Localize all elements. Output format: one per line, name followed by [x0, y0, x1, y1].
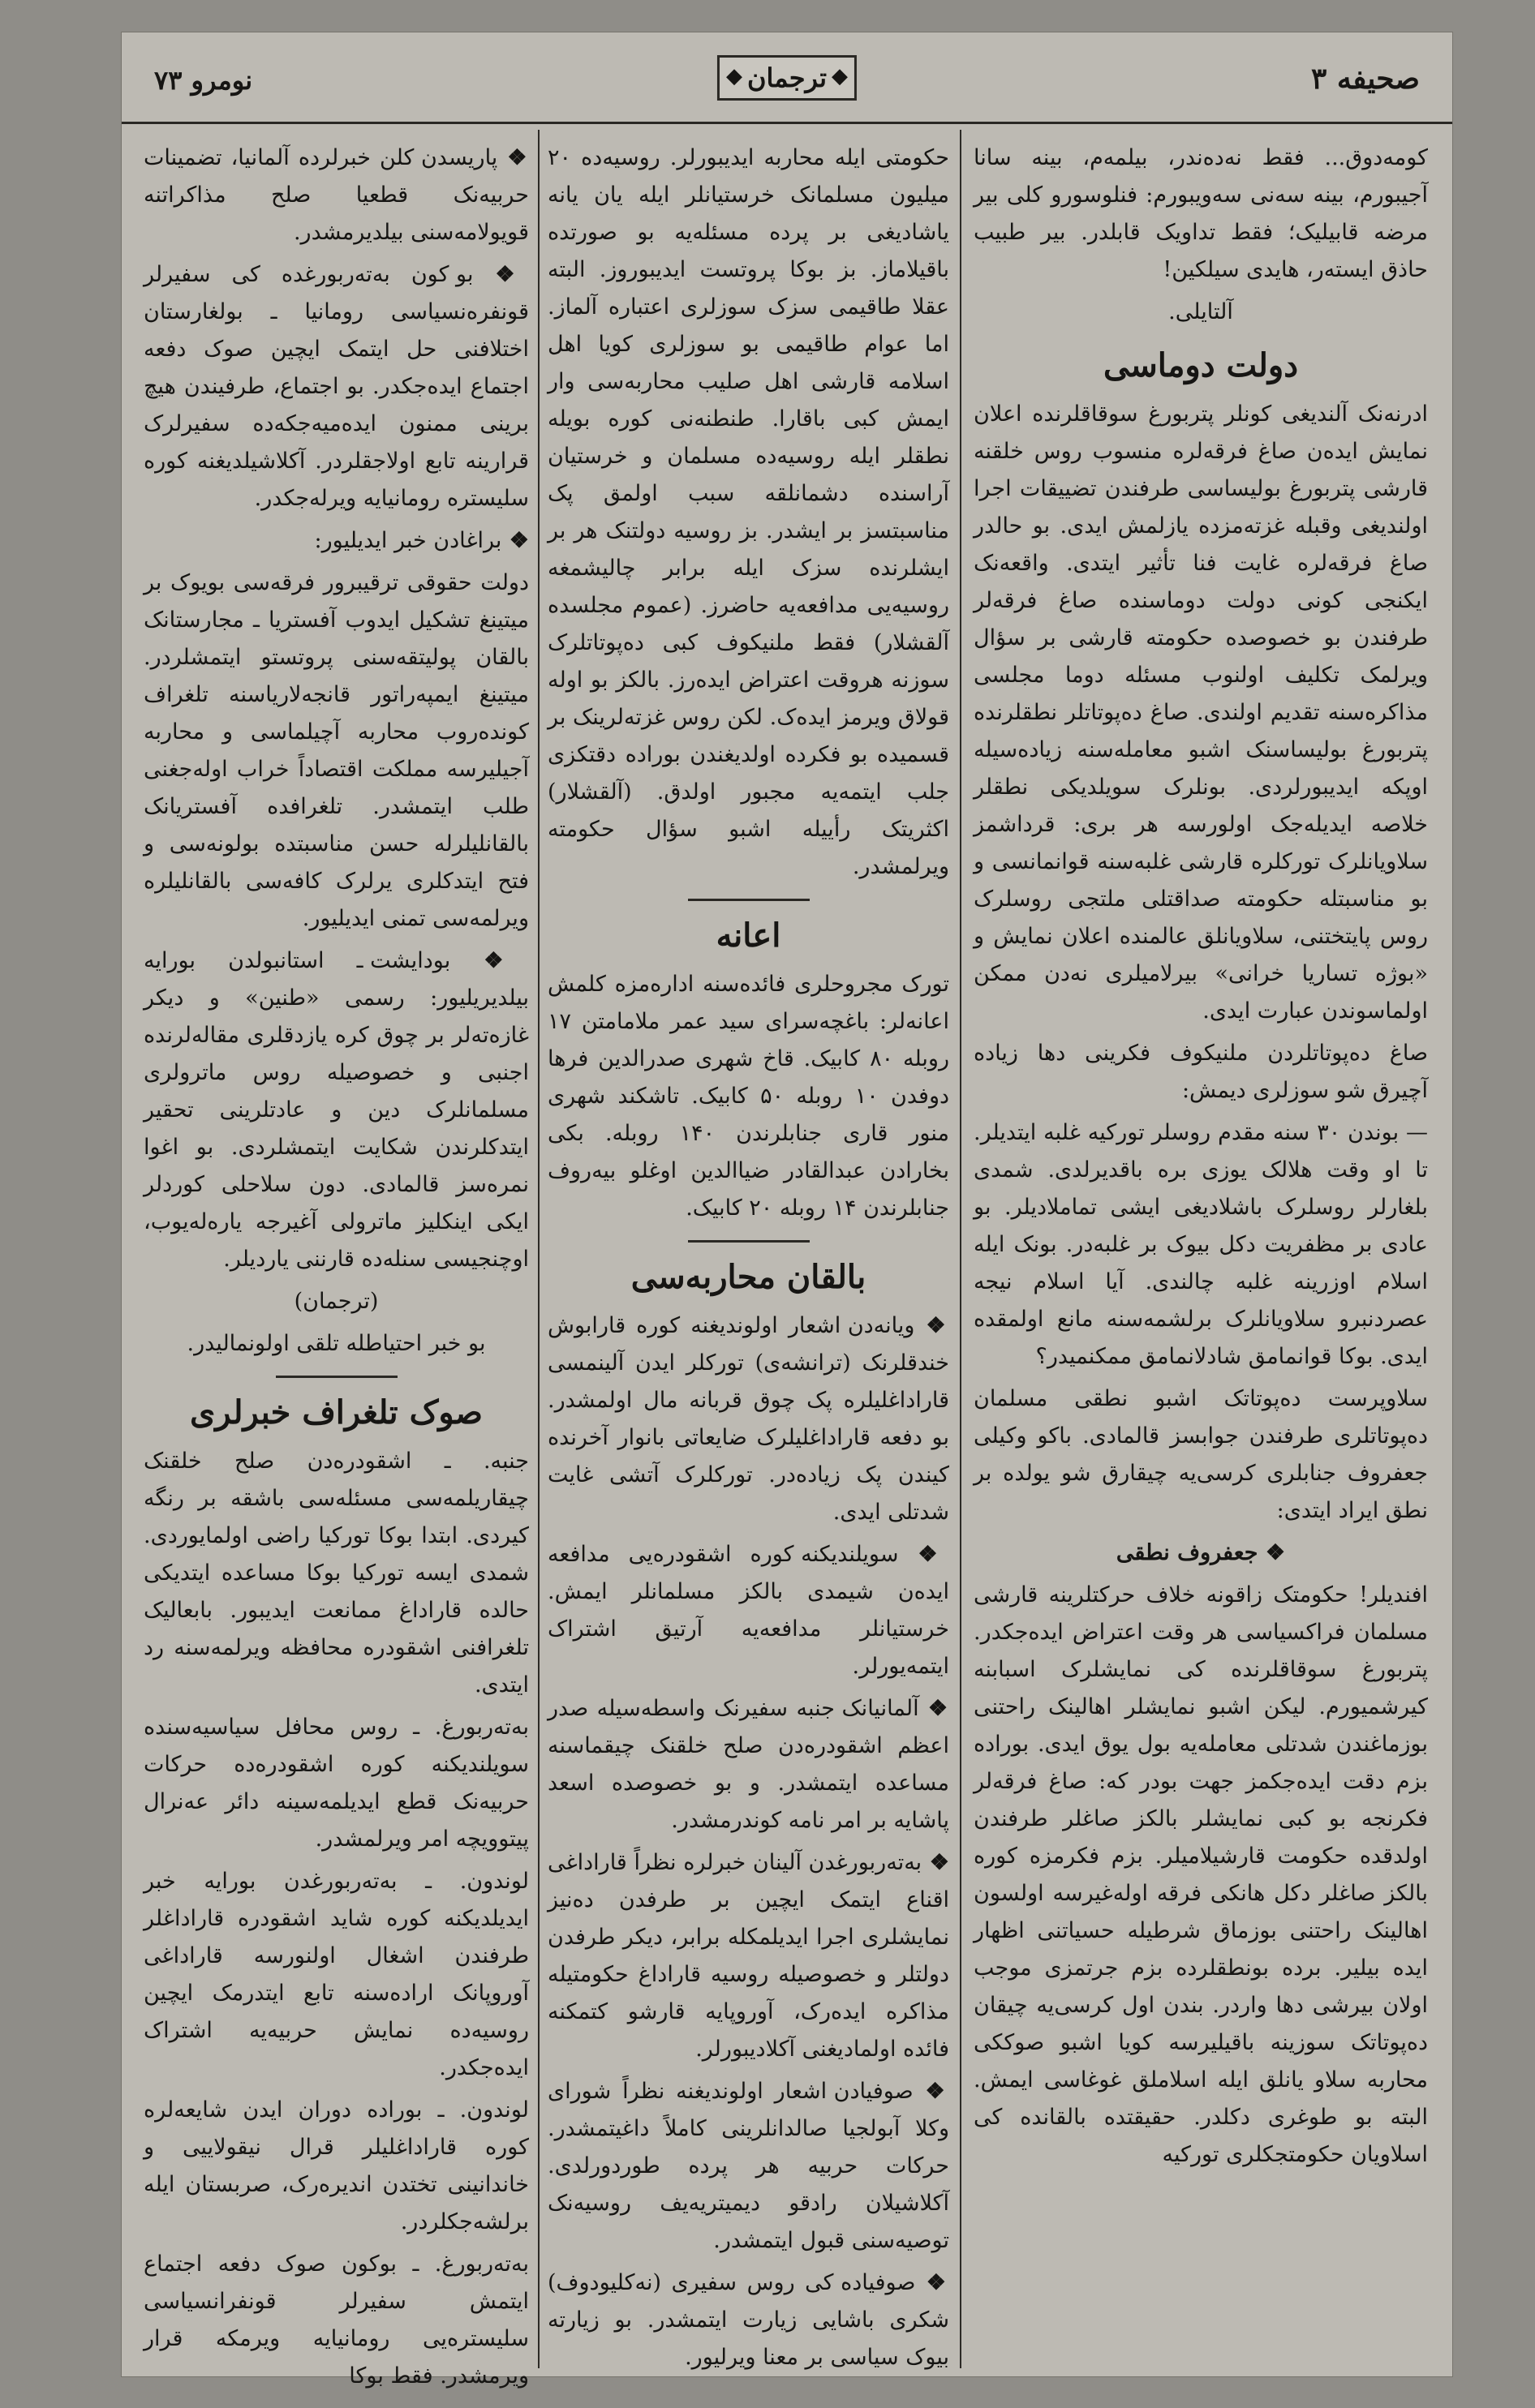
article-paragraph: صاغ دەپوتاتلردن ملنیکوف فکرینی دها زیادە آچیرق شو سوزلری دیمش: [974, 1041, 1428, 1103]
telegraph-item: جنبە. ـ اشقودرەدن صلح خلقنک چیقاریلمەسی مسئلەسی باشقە بر رنگە کیردی. ابتدا بوکا تورکیا راضی اولمایوردی. شمدی ایسە تورکیا بوکا مساعدە ایتدیکی حالدە قاراداغ ممانعت ایدیبور. بابعالیک تلغرافنی اشقودرە محافظە ویرلمەسنە رد ایتدی. [144, 1449, 529, 1698]
news-item [548, 1536, 949, 1685]
news-item [548, 2073, 949, 2260]
news-item [144, 942, 529, 1278]
column-divider [538, 130, 540, 2368]
column-divider [960, 130, 961, 2368]
section-title-balkan-war: بالقان محاربەسی [630, 1258, 866, 1296]
article-paragraph: افندیلر! حکومتک زاقونە خلاف حرکتلرینە قارشی مسلمان فراکسیاسی هر وقت اعتراض ایدەجکدر. پتربورغ سوقاقلرندە کی نمایشلرک اسبابنە کیرشمیورم. لیکن اشبو نمایشلر اهالینک راحتنی بوزماغندن شدتلی معاملەیە بول یوق ایدی. بوراده بزم دقت ایدەجکمز جهت بودر که: صاغ فرقەلر فکرنجە بو کبی نمایشلر بالکز صاغلر طرفندن اولدقدە حکومت قارشیلامیلر. بزم فکرمزە کورە بالکز صاغلر دکل هانکی فرقە اولەغیرسە اولسون اهالینک راحتنی بوزماق شرطیلە حسیاتنی اظهار ایدە بیلیر. بردە بونطقلردە بزم جرتمزی موجب اولان بیرشی دها واردر. بندن اول کرسی‌یە چیقان دەپوتاتک سوزینە باقیلیرسە کویا اشبو صوککی محاربە سلاو یانلق ایلە اسلاملق غوغاسی ایمش. البتە بو طوغری دکلدر. حقیقتدە بالقاندە کی اسلاویان حکومتجکلری تورکیە [974, 1582, 1428, 2167]
news-text: بەتەربورغدن آلینان خبرلرە نظراً قاراداغی اقناع ایتمک ایچین بر طرفدن دەنیز نمایشلری اجرا ایدیلمکلە برابر، دیکر طرفدن دولتلر و خصوصیلە روسیە قاراداغ حکومتیلە مذاکرە ایدەرک، آوروپایە قارشو کتمکنە فائدە اولمادیغنی آکلادیبورلر. [548, 1850, 949, 2062]
page-header [122, 32, 1452, 124]
news-item [548, 1844, 949, 2068]
article-paragraph: — بوندن ۳۰ سنە مقدم روسلر تورکیە غلبە ایتدیلر. تا او وقت هلالک یوزی برە باقدیرلدی. شمدی بلغارلر روسلرک باشلادیغی ایشی تماملادیلر. بو عادی بر مظفریت دکل بیوک بر غلبەدر. بونک ایلە اسلام اوزرینە غلبە چالندی. آیا اسلام نیجە عصردنبرو سلاویانلرک برلشمەسنە مانع اولمقدە ایدی. بوکا قوانمامق شادلانمامق ممکنمیدر؟ [974, 1120, 1428, 1369]
column-middle [548, 140, 950, 2370]
news-text: صوفیادن اشعار اولوندیغنە نظراً شورای وکلا آبولجیا صالدانلرینی کاملاً داغیتمشدر. حرکات حربیە هر پردە طوردورلدی. آکلاشیلان رادقو دیمیتریەیف روسیەنک توصیەسنی قبول ایتمشدر. [548, 2079, 949, 2253]
ornament-icon: ❖ [1258, 1540, 1286, 1565]
separator [688, 899, 810, 901]
news-text: صوفیادە کی روس سفیری (نەکلیودوف) شکری باشایی زیارت ایتمشدر. بو زیارتە بیوک سیاسی بر معنا ویرلیور. [548, 2270, 949, 2370]
section-title-duma: دولت دوماسی [1103, 346, 1299, 384]
bullet-icon: ❖ [918, 1696, 949, 1721]
caution-note: بو خبر احتیاطلە تلقی اولونمالیدر. [187, 1331, 486, 1356]
speech-title [974, 1535, 1428, 1572]
telegraph-item: لوندون. ـ بورادە دوران ایدن شایعەلرە کورە قاراداغلیلر قرال نیقولاییی و خاندانینی تختدن اندیرەرک، صربستان ایلە برلشەجکلردر. [144, 2097, 529, 2234]
news-item [144, 522, 529, 560]
bullet-icon: ❖ [913, 2079, 949, 2104]
news-item [548, 2264, 949, 2376]
section-title-telegraph: صوک تلغراف خبرلری [189, 1393, 484, 1431]
article-paragraph: دولت حقوقی ترقیبرور فرقەسی بویوک بر میتینغ تشکیل ایدوب آفستریا ـ مجارستانک بالقان پولیتقەسنی پروتستو ایتمشلردر. میتینغ ایمپەراتور قانجەلاریاسنە تلغراف کوندەروب محاربە آچیلماسی و محاربە آجیلیرسە مملکت اقتصاداً خراب اولەجغنی طلب ایتمشدر. تلغرافدە آفستریانک بالقانلیلرلە حسن مناسبتدە بولونەسی و فتح ایتدکلری یرلرک کافەسی بالقانلیلرە ویرلمەسی تمنی ایدیلیور. [144, 570, 529, 931]
news-item [548, 1690, 949, 1839]
article-paragraph: ادرنەنک آلندیغی کونلر پتربورغ سوقاقلرندە اعلان نمایش ایدەن صاغ فرقەلرە منسوب روس خلقنە قارشی پتربورغ بولیساسی طرفندن تضییقات اجرا اولندیغی وقبلە غزتەمزدە یازلمش ایدی. بو حالدر صاغ فرقەلرە غایت فنا تأثیر ایتدی. واقعەنک ایکنجی کونی دولت دوماسندە صاغ فرقەلر طرفندن بو خصوصدە حکومتە قارشی بر سؤال ویرلمک تکلیف اولنوب مسئلە دوما مجلسی مذاکرەسنە تقدیم اولندی. صاغ دەپوتاتلر نطقلرندە پتربورغ بولیساسنک اشبو معاملەسنە زیادەسیلە اوپکە ایدیبورلردی. بونلرک سویلدیکی نطقلر خلاصە ایدیلەجک اولورسە هر بری: قرداشمز سلاویانلرک تورکلرە قارشی غلبەسنە قوانمانسی و بو مناسبتلە حکومتە صداقتلی ملتجی روسلرک روس پایتختنی، سلاویانلق عالمندە اعلان نمایش و «بوژە تساریا خرانی» بیرلامیلری نەدن ممکن اولماسوندن عبارت ایدی. [974, 401, 1428, 1024]
bullet-icon: ❖ [497, 145, 529, 170]
news-item [548, 1307, 949, 1531]
newspaper-page [122, 32, 1452, 2389]
issue-number: نومرو ۷۳ [154, 65, 253, 96]
intro-signature: آلتایلی. [1168, 299, 1233, 324]
article-paragraph: حکومتی ایلە محاربە ایدیبورلر. روسیەدە ۲۰ میلیون مسلمانک خرستیانلر ایلە یان یانە یاشادیغی بر پردە مسئلەیە بو صورتدە باقیلاماز. بز بوکا پروتست ایدیبوروز. البتە عقلا طاقیمی سزک سوزلری اعتبارە آلماز. اما عوام طاقیمی بو سوزلری کویا اهل اسلامە قارشی اهل صلیب محاربەسی وار ایمش کبی باقارا. طنطنەنی کورە بویلە نطقلر ایلە روسیەدە مسلمان و خرستیان آراسندە دشمانلقە سبب اولمق پک مناسبتسز بر ایشدر. بز روسیە دولتنک هر بر ایشلرندە سزک ایلە برابر چالیشمغە روسیەیی مدافعەیە حاضرز. (عموم مجلسدە آلقشلار) فقط ملنیکوف کبی دەپوتاتلرک سوزنە هروقت اعتراض ایدەرز. بالکز بو اولە قولاق ویرمز ایدەک. لکن روس غزتەلرینک بر قسمیدە بو فکردە اولدیغندن بوراده دقتکزی جلب ایتمەیە مجبور اولدق. (آلقشلار) اکثریتک رأییلە اشبو سؤال حکومتە ویرلمشدر. [548, 145, 949, 879]
separator [688, 1240, 810, 1243]
news-text: سویلندیکنە کورە اشقودرەیی مدافعە ایدەن شیمدی بالکز مسلمانلر ایمش. خرستیانلر مدافعەیە آرتیق اشتراک ایتمەیورلر. [548, 1542, 949, 1679]
speech-title-text: جعفروف نطقی [1116, 1540, 1258, 1565]
separator [276, 1376, 398, 1378]
news-text: بودایشت ـ استانبولدن بورایە بیلدیریلیور: رسمی «طنین» و دیکر غازەتەلر بر چوق کرە یازدقلری مقالەلرندە اجنبی و خصوصیلە روس ماترولری مسلمانلرک دین و عادتلرینی تحقیر ایتدکلرندن شکایت ایتمشلردی. بو اغوا نمرەسز قالمادی. دون سلاحلی کوردلر ایکی اینکلیز ماترولی آغیرجە یارەلەیوب، اوچنجیسی سنلەدە قارننی یاردیلر. [144, 948, 529, 1272]
news-item [144, 140, 529, 251]
source-note: (ترجمان) [294, 1289, 379, 1314]
section-title-aid: اعانە [716, 916, 781, 955]
article-paragraph: تورک مجروحلری فائدەسنە ادارەمزە کلمش اعانەلر: باغچەسرای سید عمر ملامامتن ۱۷ روبلە ۸۰ کابیک. قاخ شهری صدرالدین فرها دوفدن ۱۰ روبلە ۵۰ کابیک. تاشکند شهری منور قاری جنابلرندن ۱۴۰ روبلە. بکی بخارادن عبدالقادر ضیاالدین اوغلو بیەروف جنابلرندن ۱۴ روبلە ۲۰ کابیک. [548, 972, 950, 1221]
newspaper-title: ◆ ترجمان ◆ [717, 55, 857, 101]
page-number: صحیفه ۳ [1310, 62, 1420, 96]
bullet-icon: ❖ [915, 2270, 949, 2295]
bullet-icon: ❖ [914, 1313, 950, 1338]
news-text: براغادن خبر ایدیلیور: [314, 528, 502, 553]
telegraph-item: بەتەربورغ. ـ بوکون صوک دفعە اجتماع ایتمش سفیرلر قونفرانسیاسی سلیسترەیی رومانیایە ویرمکە قرار ویرمشدر. فقط بوکا [144, 2251, 529, 2389]
column-right [974, 140, 1428, 2352]
news-text: پاریسدن کلن خبرلردە آلمانیا، تضمینات حربیەنک قطعیا صلح مذاکراتنە قویولامەسنی بیلدیرمشدر. [144, 145, 529, 245]
article-paragraph: سلاوپرست دەپوتاتک اشبو نطقی مسلمان دەپوتاتلری طرفندن جوابسز قالمادی. باکو وکیلی جعفروف جنابلری کرسی‌یە چیقارق شو یولدە بر نطق ایراد ایتدی: [974, 1386, 1428, 1523]
news-text: آلمانیانک جنبە سفیرنک واسطەسیلە صدر اعظم اشقودرەدن صلح خلقنک چیقماسنە مساعدە ایتمشدر. و بو خصوصدە اسعد پاشایە بر امر نامە کوندرمشدر. [548, 1696, 949, 1833]
bullet-icon: ❖ [898, 1542, 949, 1567]
bullet-icon: ❖ [473, 262, 529, 287]
column-left [144, 140, 530, 2389]
bullet-icon: ❖ [450, 948, 530, 973]
news-text: ویانەدن اشعار اولوندیغنە کورە قارابوش خندقلرنک (ترانشەی) تورکلر ایدن آلینمسی قاراداغلیلرە پک چوق قربانە مال اولمشدر. بو دفعە قاراداغلیلرک ضایعاتی بانوار آخرندە کیندن پک زیادەدر. تورکلرک آتشی غایت شدتلی ایدی. [548, 1313, 949, 1525]
bullet-icon: ❖ [922, 1850, 949, 1875]
news-text: بو کون بەتەربورغدە کی سفیرلر قونفرەنسیاسی رومانیا ـ بولغارستان اختلافنی حل ایتمک ایچین صوک دفعە اجتماع ایدەجکدر. بو اجتماع، طرفیندن هیچ برینی ممنون ایدەمیەجکەدە سفیرلرک قرارینە تابع اولاجقلردر. آکلاشیلدیغنە کورە سلیسترە رومانیایە ویرلەجکدر. [144, 262, 529, 511]
telegraph-item: بەتەربورغ. ـ روس محافل سیاسیەسندە سویلندیکنە کورە اشقودرەدە حرکات حربیەنک قطع ایدیلمەسینە دائر عەنرال پیتوویچە امر ویرلمشدر. [144, 1715, 529, 1852]
intro-paragraph: کومەدوق... فقط نەدەندر، بیلمەم، بینە سانا آجیبورم، بینە سەنی سەویبورم: فنلوسورو کلی بیر مرضە قابیلیک؛ فقط تداویک قابلدر. بیر طبیب حاذق ایستەر، هایدی سیلکین! [974, 145, 1428, 282]
telegraph-item: لوندون. ـ بەتەربورغدن بورایە خبر ایدیلدیکنە کورە شاید اشقودرە قاراداغلر طرفندن اشغال اولنورسە قاراداغی آوروپانک ارادەسنە تابع ایتدرمک ایچین روسیەدە نمایش حربیەیە اشتراک ایدەجکدر. [144, 1869, 529, 2080]
news-item [144, 256, 529, 517]
bullet-icon: ❖ [501, 528, 529, 553]
